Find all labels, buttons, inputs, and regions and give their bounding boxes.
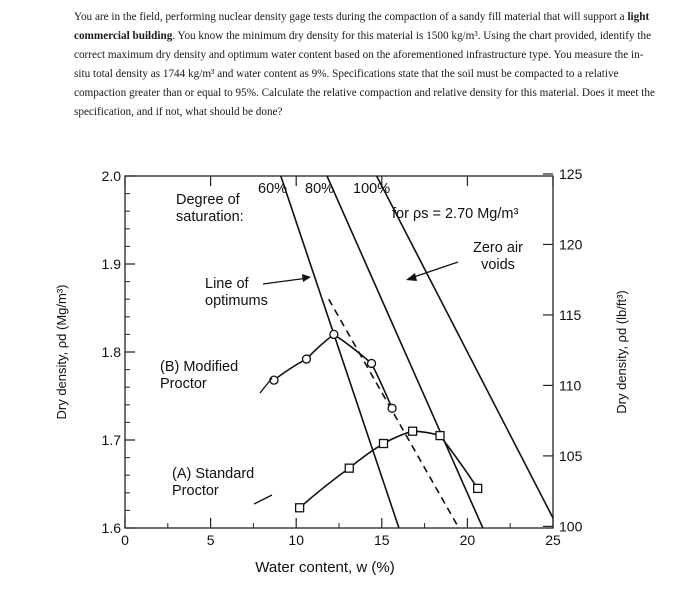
modified-data-point bbox=[270, 376, 278, 384]
standard-data-point bbox=[436, 432, 444, 440]
line-of-optimums-label: Line of optimums bbox=[205, 276, 268, 309]
y-right-tick-label: 115 bbox=[559, 306, 582, 323]
saturation-lines bbox=[281, 176, 558, 528]
standard-data-point bbox=[380, 440, 388, 448]
standard-data-point bbox=[345, 464, 353, 472]
sat-80-label: 80% bbox=[305, 181, 335, 197]
modified-data-point bbox=[368, 359, 376, 367]
x-tick-label: 15 bbox=[374, 532, 390, 548]
rho-s-label: for ρs = 2.70 Mg/m³ bbox=[392, 206, 519, 222]
sat-60-label: 60% bbox=[258, 181, 288, 197]
standard-pointer bbox=[254, 495, 272, 504]
y-axis-right-label: Dry density, ρd (lb/ft³) bbox=[614, 290, 629, 414]
modified-proctor-label: (B) Modified Proctor bbox=[160, 359, 239, 392]
y-right-tick-label: 120 bbox=[559, 236, 583, 253]
modified-data-point bbox=[388, 404, 396, 412]
zav-arrowhead bbox=[406, 273, 417, 281]
modified-pointer bbox=[260, 378, 272, 393]
sat-100-label: 100% bbox=[353, 181, 391, 197]
degree-saturation-label: Degree of saturation: bbox=[176, 192, 244, 225]
x-axis-label: Water content, w (%) bbox=[255, 559, 395, 576]
y-tick-label: 1.7 bbox=[101, 432, 121, 448]
standard-data-point bbox=[296, 504, 304, 512]
y-right-tick-label: 100 bbox=[559, 518, 583, 535]
standard-data-point bbox=[474, 484, 482, 492]
y-right-tick-label: 105 bbox=[559, 447, 583, 464]
problem-text-2: . You know the minimum dry density for this material is 1500 kg/m³. Using the chart provided, identify the correct maximum dry density and optimum water content based on the aforementioned infrastructure type. You measure the in-situ total density as 1744 kg/m³ and water content as 9%. Specifications state that the soil must be compacted to a relative compaction greater than or equal to 95%. Calculate the relative compaction and relative density for this material. Does it meet the specification, and if not, what should be done? bbox=[74, 30, 655, 118]
standard-proctor-label: (A) Standard Proctor bbox=[172, 466, 255, 499]
y-tick-label: 2.0 bbox=[101, 168, 121, 184]
x-tick-label: 0 bbox=[121, 532, 129, 548]
x-tick-label: 10 bbox=[288, 532, 304, 548]
modified-data-point bbox=[330, 330, 338, 338]
line-of-optimums bbox=[329, 299, 459, 528]
compaction-curves bbox=[270, 330, 482, 511]
y-right-tick-label: 110 bbox=[559, 377, 582, 394]
problem-text-1: You are in the field, performing nuclear density gage tests during the compaction of a sandy fill material that will support a bbox=[74, 11, 628, 23]
modified-data-point bbox=[302, 355, 310, 363]
x-tick-label: 20 bbox=[459, 532, 476, 548]
x-tick-label: 5 bbox=[206, 532, 215, 548]
modified-proctor-curve bbox=[274, 334, 392, 408]
y-tick-label: 1.8 bbox=[101, 344, 121, 360]
saturation-line-80 bbox=[327, 176, 483, 528]
standard-data-point bbox=[409, 427, 417, 435]
y-right-tick-label: 125 bbox=[559, 165, 583, 182]
zero-air-voids-label: Zero air voids bbox=[473, 240, 523, 273]
x-tick-label: 25 bbox=[545, 532, 561, 548]
optimums-arrow bbox=[263, 278, 308, 284]
y-tick-label: 1.6 bbox=[101, 520, 121, 536]
problem-bold-text: light commercial building bbox=[74, 11, 650, 42]
optimums-arrowhead bbox=[302, 274, 311, 282]
y-tick-label: 1.9 bbox=[101, 256, 121, 272]
saturation-line-100 bbox=[377, 176, 558, 528]
y-axis-left-label: Dry density, ρd (Mg/m³) bbox=[54, 284, 69, 420]
